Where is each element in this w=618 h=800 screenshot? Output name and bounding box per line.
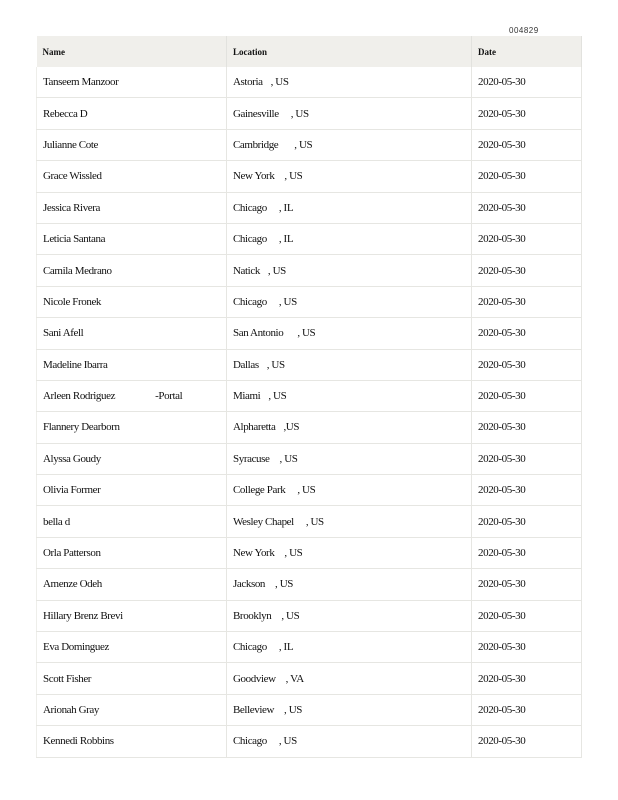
region-text: , US (268, 390, 287, 403)
location-cell (227, 98, 472, 129)
date-cell: 2020-05-30 (472, 632, 582, 663)
name-text: Arleen Rodriguez (43, 390, 116, 403)
date-cell: 2020-05-30 (472, 537, 582, 568)
name-text: Flannery Dearborn (43, 421, 120, 434)
city-text: Chicago (233, 233, 267, 246)
region-text: , US (305, 515, 324, 528)
region-text: , US (284, 704, 302, 716)
region-text: , US (297, 327, 316, 340)
region-text: , VA (285, 672, 304, 685)
city-text: College Park (233, 484, 286, 497)
location-cell (227, 726, 472, 757)
city-text: San Antonio (233, 327, 284, 340)
location-cell (227, 663, 472, 694)
location-cell (227, 569, 472, 600)
name-cell (37, 67, 227, 98)
location-cell (227, 67, 472, 98)
region-text: , US (278, 735, 297, 748)
region-text: , US (290, 107, 309, 120)
date-cell: 2020-05-30 (472, 192, 582, 223)
name-text: Nicole Fronek (43, 295, 102, 308)
name-text: Arionah Gray (43, 704, 99, 716)
name-cell (37, 663, 227, 694)
region-text: , US (275, 578, 293, 591)
city-text: New York (233, 170, 275, 183)
table-row (37, 475, 582, 506)
name-suffix-text: -Portal (155, 390, 183, 403)
table-row (37, 129, 582, 160)
region-text: , US (279, 452, 298, 465)
column-header-name: Name (37, 36, 227, 67)
city-text: Gainesville (233, 107, 279, 120)
date-cell: 2020-05-30 (472, 412, 582, 443)
date-cell: 2020-05-30 (472, 349, 582, 380)
name-cell (37, 318, 227, 349)
name-cell (37, 694, 227, 725)
date-cell: 2020-05-30 (472, 129, 582, 160)
location-cell (227, 255, 472, 286)
location-cell (227, 632, 472, 663)
name-text: Olivia Former (43, 484, 101, 497)
city-text: Dallas (233, 358, 259, 371)
name-cell (37, 632, 227, 663)
date-cell: 2020-05-30 (472, 443, 582, 474)
date-cell: 2020-05-30 (472, 600, 582, 631)
location-cell (227, 161, 472, 192)
city-text: Belleview (233, 704, 274, 716)
name-cell (37, 412, 227, 443)
table-row (37, 98, 582, 129)
table-body (37, 67, 582, 757)
city-text: Goodview (233, 672, 276, 685)
name-cell (37, 192, 227, 223)
date-cell: 2020-05-30 (472, 286, 582, 317)
city-text: Natick (233, 264, 260, 277)
date-cell: 2020-05-30 (472, 380, 582, 411)
name-text: Kennedi Robbins (43, 735, 114, 748)
column-header-location: Location (227, 36, 472, 67)
region-text: , US (267, 264, 286, 277)
name-text: Sani Afell (43, 327, 84, 340)
location-cell (227, 600, 472, 631)
name-cell (37, 286, 227, 317)
region-text: , US (266, 358, 285, 371)
date-cell: 2020-05-30 (472, 663, 582, 694)
name-text: Tanseem Manzoor (43, 76, 119, 89)
name-cell (37, 506, 227, 537)
location-cell (227, 349, 472, 380)
name-cell (37, 726, 227, 757)
name-cell (37, 600, 227, 631)
table-row (37, 694, 582, 725)
region-text: , US (270, 76, 289, 89)
date-cell: 2020-05-30 (472, 475, 582, 506)
date-cell: 2020-05-30 (472, 161, 582, 192)
date-cell: 2020-05-30 (472, 98, 582, 129)
table-row (37, 537, 582, 568)
name-text: Julianne Cote (43, 138, 98, 151)
region-text: , US (284, 170, 303, 183)
city-text: Chicago (233, 295, 267, 308)
name-cell (37, 255, 227, 286)
table-row (37, 223, 582, 254)
date-cell: 2020-05-30 (472, 255, 582, 286)
location-cell (227, 412, 472, 443)
region-text: , US (284, 547, 303, 560)
name-text: Leticia Santana (43, 233, 106, 246)
region-text: , IL (278, 201, 294, 214)
table-header-row (37, 36, 582, 67)
location-cell (227, 506, 472, 537)
name-text: Grace Wissled (43, 170, 102, 183)
city-text: Astoria (233, 76, 263, 89)
city-text: Chicago (233, 201, 267, 214)
table-row (37, 161, 582, 192)
city-text: Brooklyn (233, 609, 272, 622)
location-cell (227, 223, 472, 254)
column-header-date: Date (472, 36, 582, 67)
name-text: bella d (43, 515, 70, 528)
date-cell: 2020-05-30 (472, 569, 582, 600)
table-row (37, 412, 582, 443)
document-id: 004829 (509, 26, 539, 35)
name-text: Eva Dominguez (43, 641, 109, 654)
name-cell (37, 98, 227, 129)
location-cell (227, 286, 472, 317)
name-text: Alyssa Goudy (43, 452, 101, 465)
location-cell (227, 129, 472, 160)
table-row (37, 380, 582, 411)
table-row (37, 192, 582, 223)
table-row (37, 67, 582, 98)
table-row (37, 663, 582, 694)
table-row (37, 726, 582, 757)
table-row (37, 286, 582, 317)
name-cell (37, 475, 227, 506)
name-text: Hillary Brenz Brevi (43, 609, 123, 622)
name-cell (37, 161, 227, 192)
city-text: Chicago (233, 641, 267, 654)
name-cell (37, 380, 227, 411)
date-cell: 2020-05-30 (472, 318, 582, 349)
name-cell (37, 223, 227, 254)
region-text: , IL (278, 641, 294, 654)
location-cell (227, 537, 472, 568)
region-text: , US (278, 295, 297, 308)
location-cell (227, 443, 472, 474)
name-cell (37, 129, 227, 160)
submissions-table (36, 36, 582, 758)
name-text: Rebecca D (43, 107, 88, 120)
table-row (37, 255, 582, 286)
table-row (37, 349, 582, 380)
name-text: Madeline Ibarra (43, 358, 108, 371)
region-text: ,US (283, 421, 300, 434)
city-text: Wesley Chapel (233, 515, 294, 528)
location-cell (227, 475, 472, 506)
table-row (37, 506, 582, 537)
city-text: Cambridge (233, 138, 279, 151)
name-text: Amenze Odeh (43, 578, 102, 591)
region-text: , IL (278, 233, 294, 246)
name-cell (37, 569, 227, 600)
table-row (37, 600, 582, 631)
location-cell (227, 694, 472, 725)
location-cell (227, 192, 472, 223)
city-text: Alpharetta (233, 421, 276, 434)
city-text: Jackson (233, 578, 266, 591)
table-row (37, 632, 582, 663)
date-cell: 2020-05-30 (472, 726, 582, 757)
name-cell (37, 443, 227, 474)
location-cell (227, 318, 472, 349)
city-text: Chicago (233, 735, 267, 748)
name-cell (37, 349, 227, 380)
name-text: Jessica Rivera (43, 201, 101, 214)
date-cell: 2020-05-30 (472, 506, 582, 537)
region-text: , US (297, 484, 316, 497)
city-text: Syracuse (233, 452, 270, 465)
date-cell: 2020-05-30 (472, 67, 582, 98)
city-text: Miami (233, 390, 261, 403)
table-row (37, 318, 582, 349)
date-cell: 2020-05-30 (472, 694, 582, 725)
city-text: New York (233, 547, 275, 560)
table-row (37, 443, 582, 474)
region-text: , US (294, 138, 313, 151)
name-text: Orla Patterson (43, 547, 101, 560)
table-row (37, 569, 582, 600)
location-cell (227, 380, 472, 411)
region-text: , US (281, 609, 300, 622)
name-text: Camila Medrano (43, 264, 112, 277)
name-cell (37, 537, 227, 568)
name-text: Scott Fisher (43, 672, 92, 685)
date-cell: 2020-05-30 (472, 223, 582, 254)
